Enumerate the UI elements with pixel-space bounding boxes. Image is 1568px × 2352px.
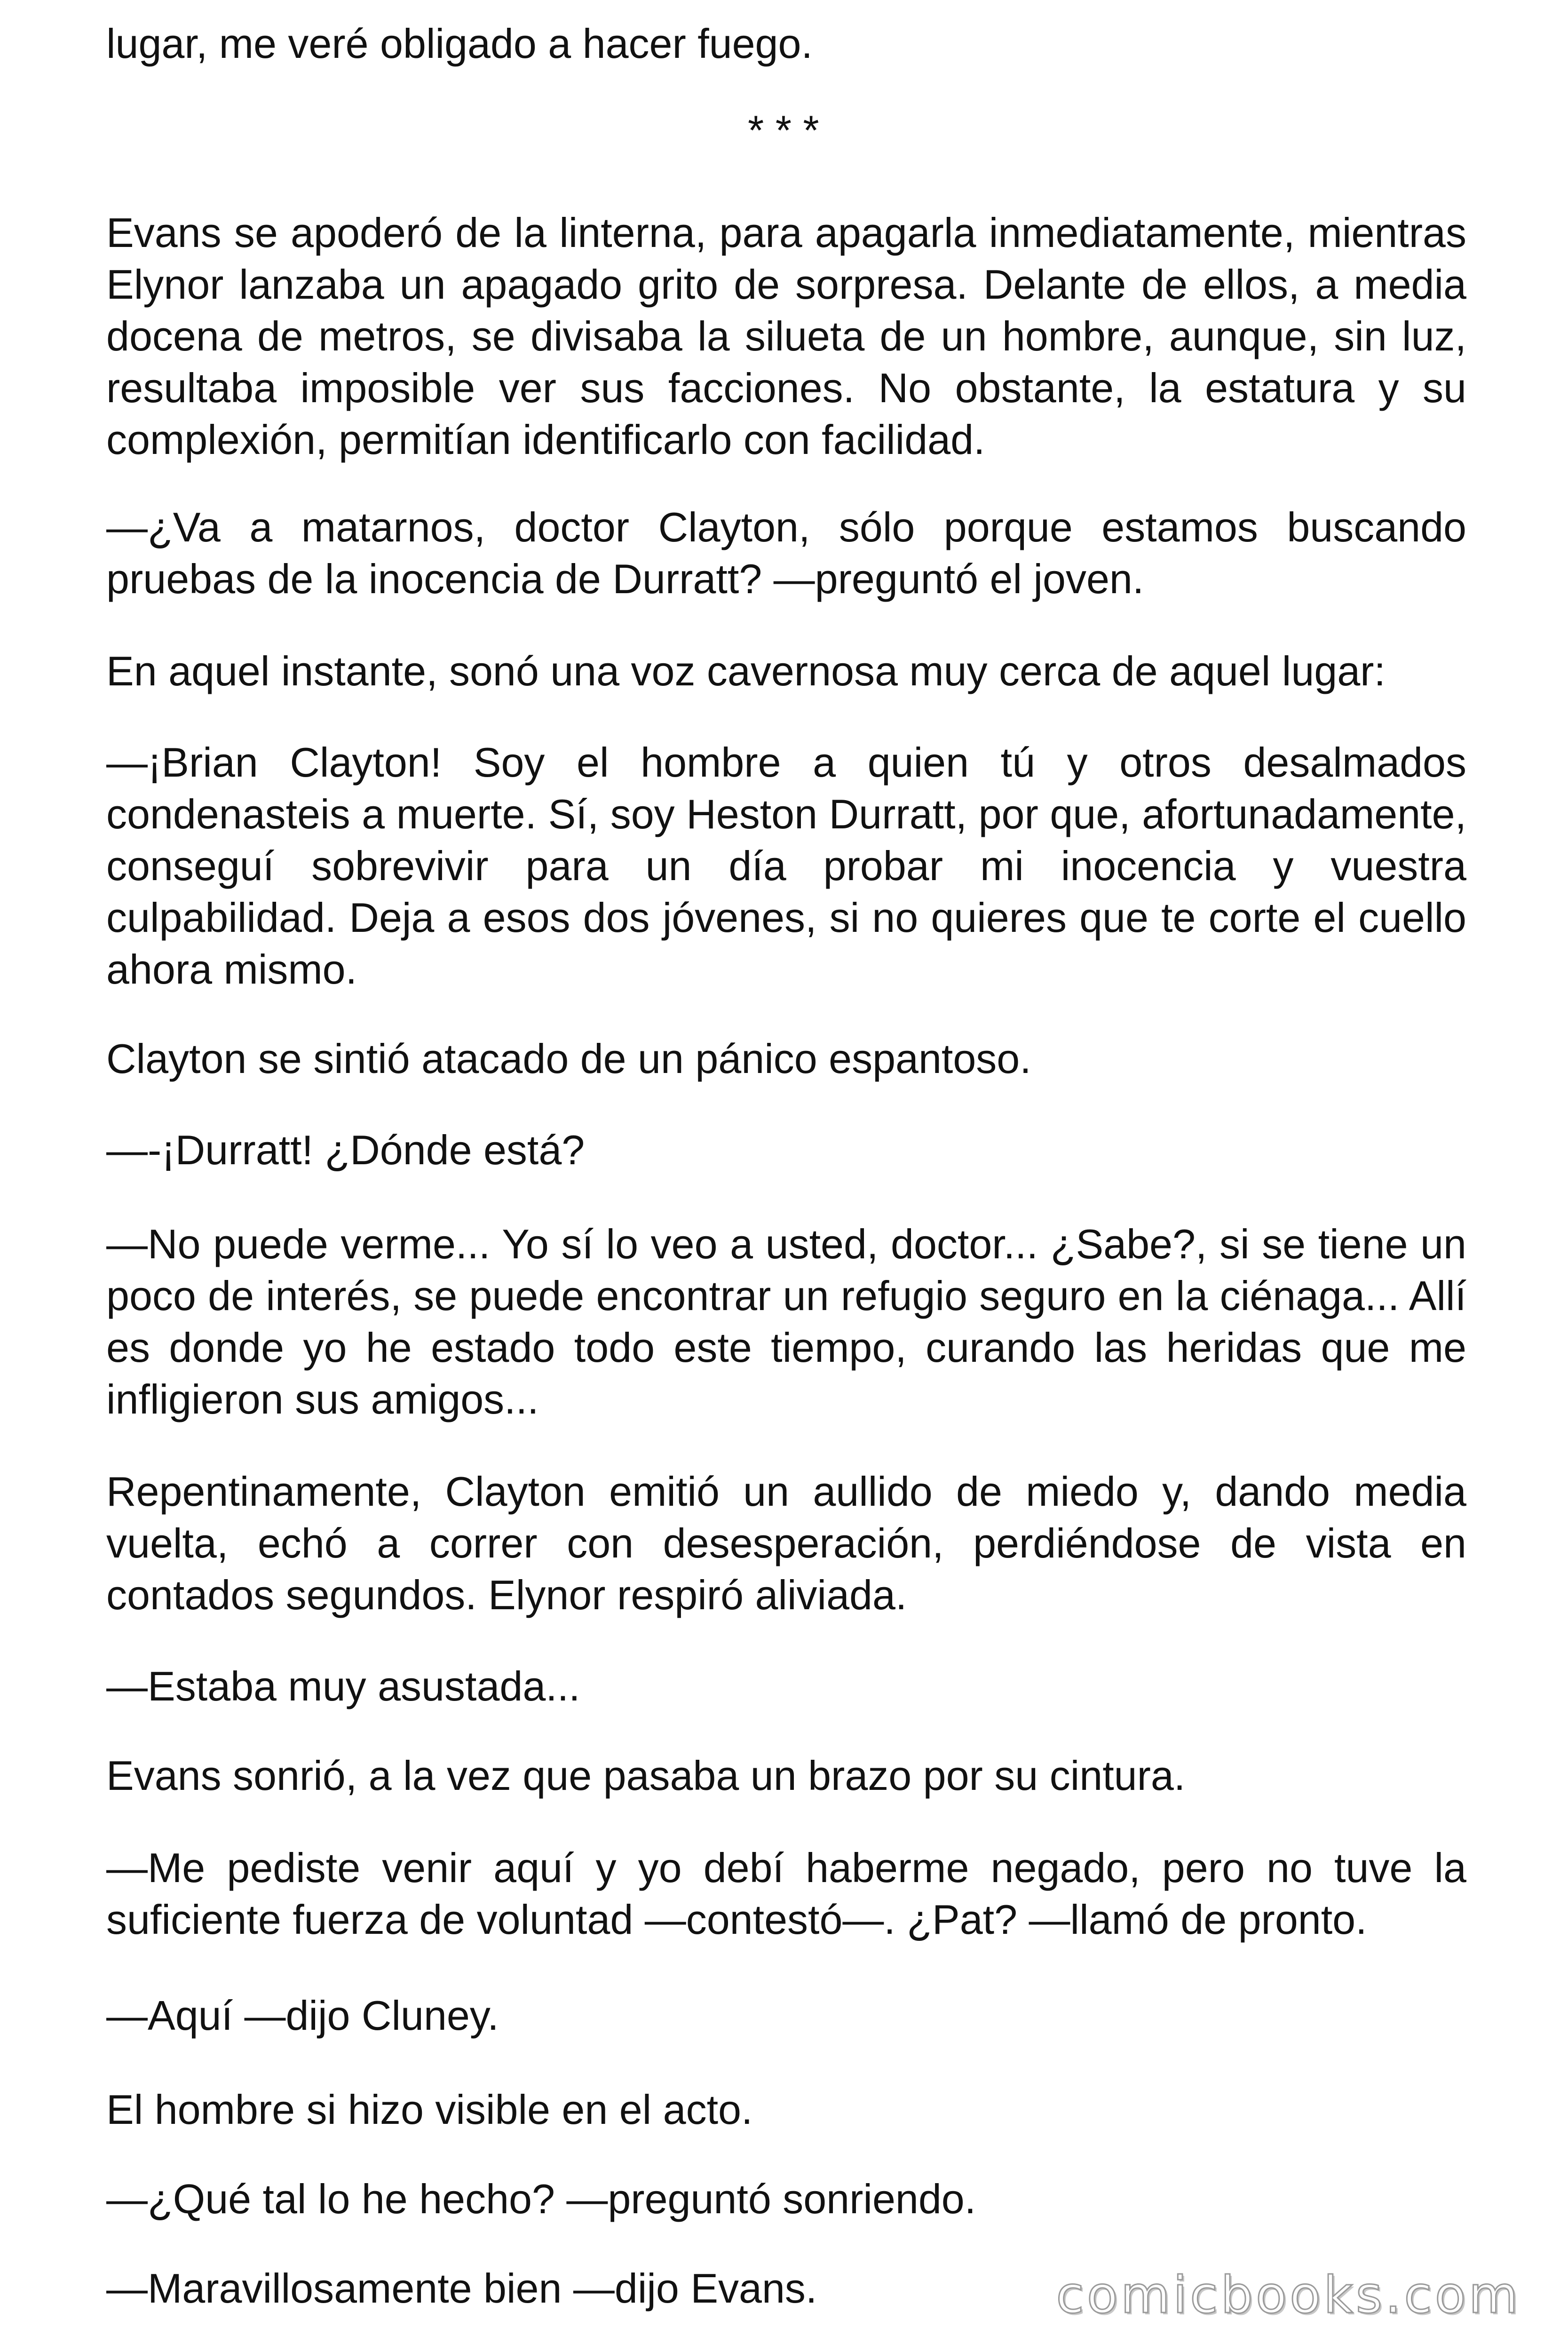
paragraph: En aquel instante, sonó una voz cavernosa muy cerca de aquel lugar:: [106, 648, 1386, 694]
paragraph: Evans se apoderó de la linterna, para apagarla inmediatamente, mientras Elynor lanzaba un apagado grito de sorpresa. Delante de ellos, a media docena de metros, se divisaba la silueta de un hombre, aunque, sin luz, resultaba imposible ver sus facciones. No obstante, la estatura y su complexión, permitían identificarlo con facilidad.: [106, 209, 1466, 463]
dialogue-paragraph: —No puede verme... Yo sí lo veo a usted, doctor... ¿Sabe?, si se tiene un poco de interés, se puede encontrar un refugio seguro en la ciénaga... Allí es donde yo he estado todo este tiempo, curando las heridas que me infligieron sus amigos...: [106, 1221, 1466, 1422]
paragraph: Evans sonrió, a la vez que pasaba un brazo por su cintura.: [106, 1752, 1186, 1799]
paragraph: Clayton se sintió atacado de un pánico espantoso.: [106, 1035, 1031, 1082]
watermark-logo: comicbooks.com: [1056, 2266, 1521, 2325]
paragraph: El hombre si hizo visible en el acto.: [106, 2086, 753, 2133]
dialogue-paragraph: —Aquí —dijo Cluney.: [106, 1992, 499, 2039]
dialogue-paragraph: —¿Va a matarnos, doctor Clayton, sólo porque estamos buscando pruebas de la inocencia de Durratt? —preguntó el joven.: [106, 504, 1466, 602]
paragraph-fragment: lugar, me veré obligado a hacer fuego.: [106, 20, 813, 67]
dialogue-paragraph: —¡Brian Clayton! Soy el hombre a quien tú y otros desalmados condenasteis a muerte. Sí, soy Heston Durratt, por que, afortunadamente, conseguí sobrevivir para un día probar mi inocencia y vuestra culpabilidad. Deja a esos dos jóvenes, si no quieres que te corte el cuello ahora mismo.: [106, 739, 1466, 993]
dialogue-paragraph: —Estaba muy asustada...: [106, 1663, 580, 1709]
dialogue-paragraph: —-¡Durratt! ¿Dónde está?: [106, 1127, 585, 1173]
section-separator: * * *: [748, 107, 819, 153]
document-page: [106, 0, 1466, 2352]
dialogue-paragraph: —Me pediste venir aquí y yo debí haberme negado, pero no tuve la suficiente fuerza de voluntad —contestó—. ¿Pat? —llamó de pronto.: [106, 1844, 1466, 1943]
dialogue-paragraph: —Maravillosamente bien —dijo Evans.: [106, 2265, 817, 2312]
dialogue-paragraph: —¿Qué tal lo he hecho? —preguntó sonriendo.: [106, 2176, 976, 2222]
paragraph: Repentinamente, Clayton emitió un aullido de miedo y, dando media vuelta, echó a correr con desesperación, perdiéndose de vista en contados segundos. Elynor respiró aliviada.: [106, 1468, 1466, 1618]
